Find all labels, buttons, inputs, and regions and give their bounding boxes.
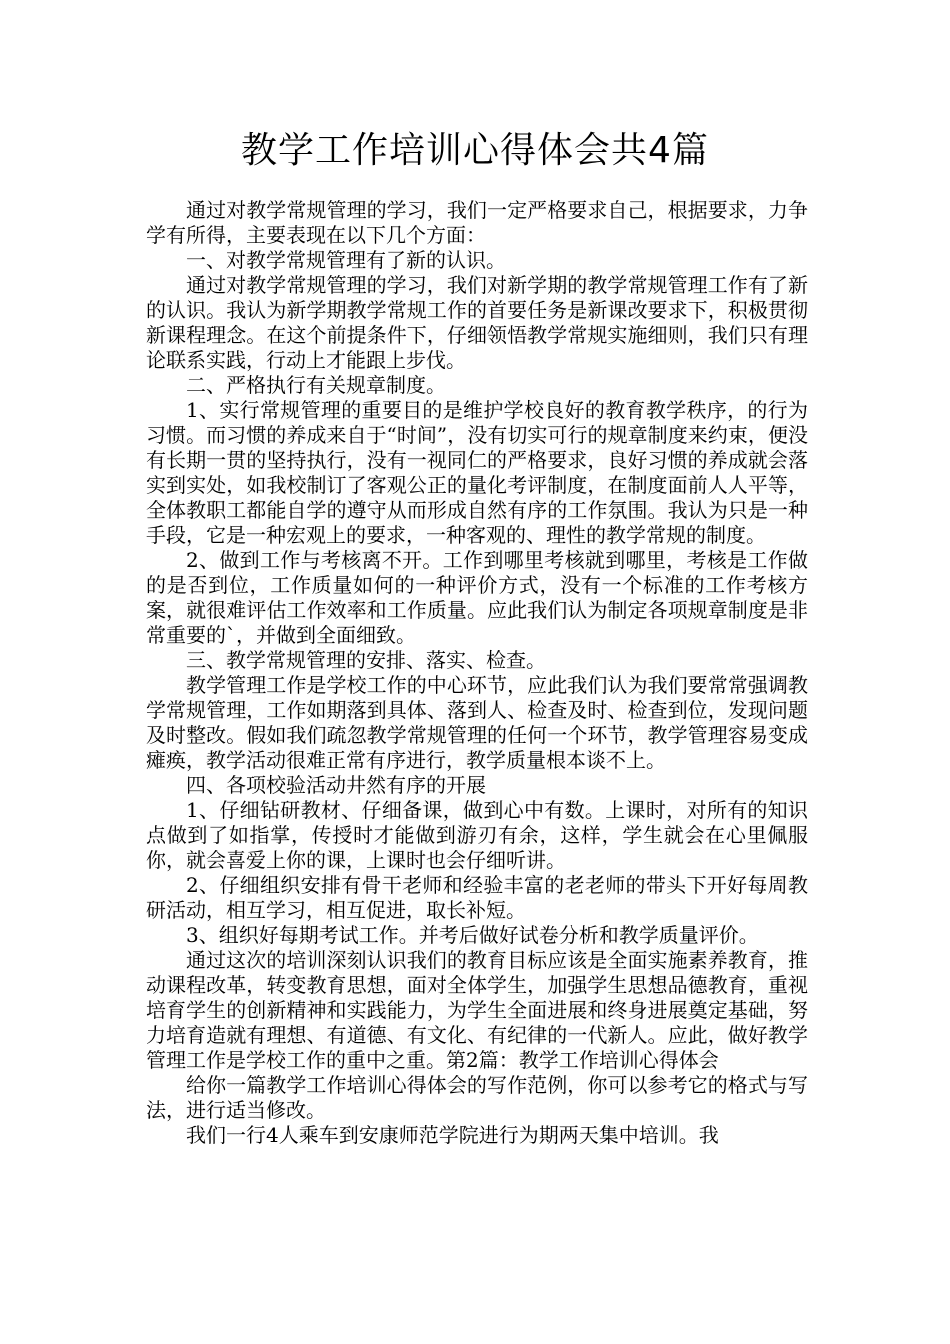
document-body — [146, 198, 808, 1148]
section-heading-4: 四、各项校验活动井然有序的开展 — [186, 773, 486, 797]
paragraph: 通过对教学常规管理的学习，我们对新学期的教学常规管理工作有了新的认识。我认为新学期教学常规工作的首要任务是新课改要求下，积极贯彻新课程理念。在这个前提条件下，仔细领悟教学常规实施细则，我们只有理论联系实践，行动上才能跟上步伐。 — [146, 273, 808, 372]
paragraph: 1、实行常规管理的重要目的是维护学校良好的教育教学秩序，的行为习惯。而习惯的养成来自于“时间”，没有切实可行的规章制度来约束，便没有长期一贯的坚持执行，没有一视同仁的严格要求，良好习惯的养成就会落实到实处，如我校制订了客观公正的量化考评制度，在制度面前人人平等，全体教职工都能自学的遵守从而形成自然有序的工作氛围。我认为只是一种手段，它是一种宏观上的要求，一种客观的、理性的教学常规的制度。 — [146, 398, 808, 547]
paragraph: 我们一行4人乘车到安康师范学院进行为期两天集中培训。我 — [186, 1123, 719, 1147]
paragraph: 给你一篇教学工作培训心得体会的写作范例，你可以参考它的格式与写法，进行适当修改。 — [146, 1073, 808, 1122]
section-heading-2: 二、严格执行有关规章制度。 — [186, 373, 446, 397]
section-heading-1: 一、对教学常规管理有了新的认识。 — [186, 248, 506, 272]
paragraph: 教学管理工作是学校工作的中心环节，应此我们认为我们要常常强调教学常规管理，工作如期落到具体、落到人、检查及时、检查到位，发现问题及时整改。假如我们疏忽教学常规管理的任何一个环节，教学管理容易变成瘫痪，教学活动很难正常有序进行，教学质量根本谈不上。 — [146, 673, 808, 772]
paragraph: 1、仔细钻研教材、仔细备课，做到心中有数。上课时，对所有的知识点做到了如指掌，传授时才能做到游刃有余，这样，学生就会在心里佩服你，就会喜爱上你的课，上课时也会仔细听讲。 — [146, 798, 808, 872]
paragraph: 3、组织好每期考试工作。并考后做好试卷分析和教学质量评价。 — [186, 923, 759, 947]
document-title: 教学工作培训心得体会共4篇 — [241, 130, 709, 171]
paragraph-intro: 通过对教学常规管理的学习，我们一定严格要求自己，根据要求，力争学有所得，主要表现在以下几个方面： — [146, 198, 808, 247]
paragraph: 通过这次的培训深刻认识我们的教育目标应该是全面实施素养教育，推动课程改革，转变教育思想，面对全体学生，加强学生思想品德教育，重视培育学生的创新精神和实践能力，为学生全面进展和终身进展奠定基础，努力培育造就有理想、有道德、有文化、有纪律的一代新人。应此，做好教学管理工作是学校工作的重中之重。第2篇：教学工作培训心得体会 — [146, 948, 808, 1072]
paragraph: 2、做到工作与考核离不开。工作到哪里考核就到哪里，考核是工作做的是否到位，工作质量如何的一种评价方式，没有一个标准的工作考核方案，就很难评估工作效率和工作质量。应此我们认为制定各项规章制度是非常重要的`，并做到全面细致。 — [146, 548, 808, 647]
paragraph: 2、仔细组织安排有骨干老师和经验丰富的老老师的带头下开好每周教研活动，相互学习，相互促进，取长补短。 — [146, 873, 808, 922]
section-heading-3: 三、教学常规管理的安排、落实、检查。 — [186, 648, 546, 672]
